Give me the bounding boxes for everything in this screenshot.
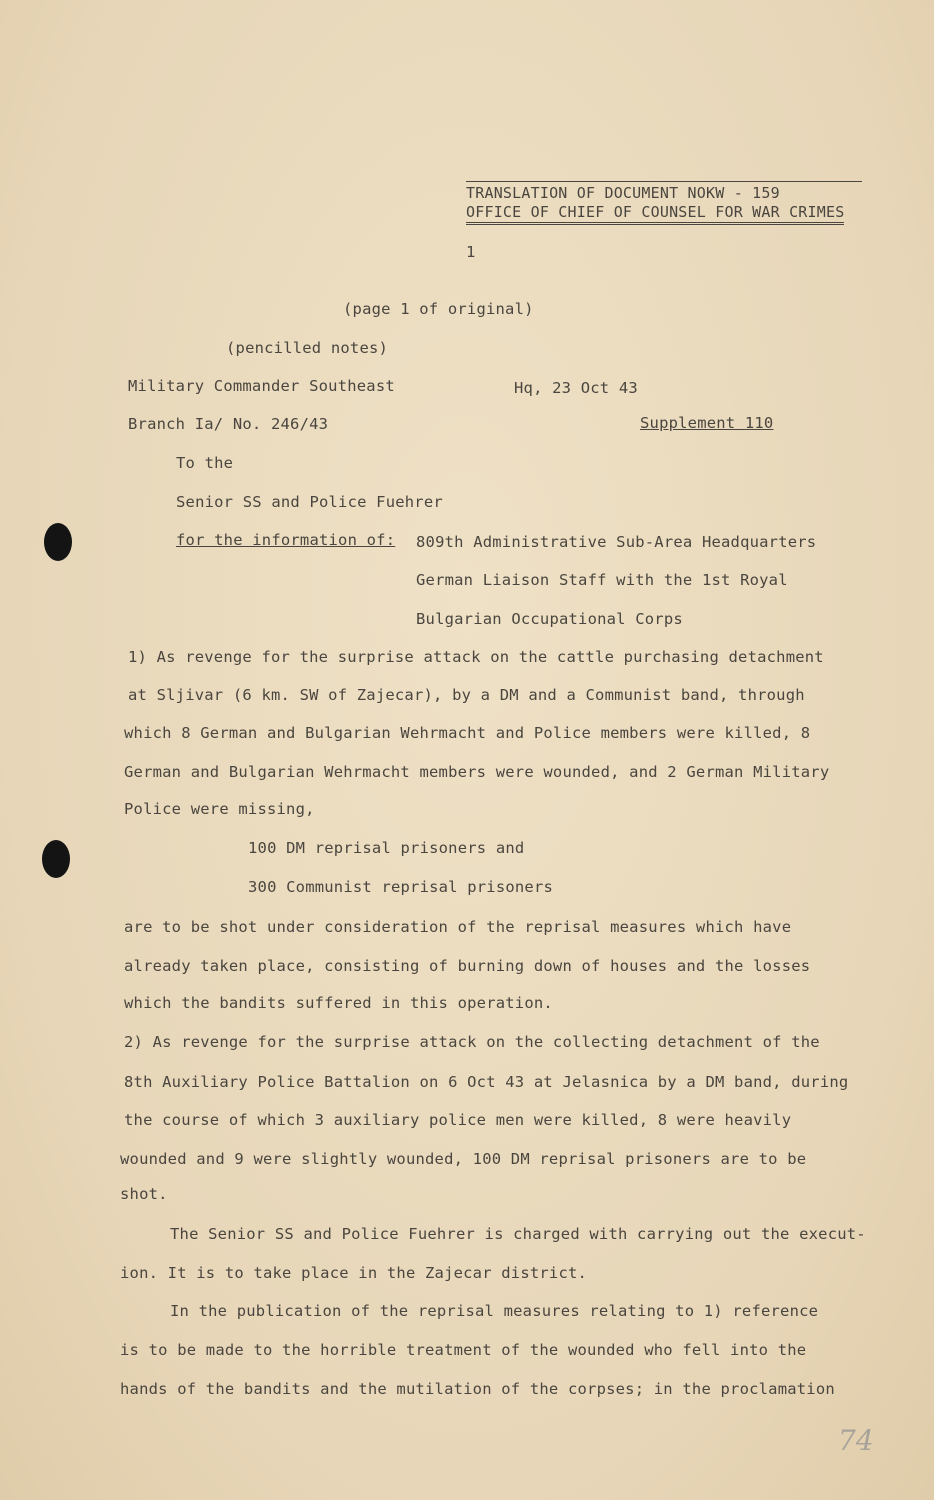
original-page-note: (page 1 of original) xyxy=(343,300,534,318)
recipient-to: To the xyxy=(176,454,234,472)
body-line: which 8 German and Bulgarian Wehrmacht and Police members were killed, 8 xyxy=(124,724,811,742)
body-line: hands of the bandits and the mutilation of the corpses; in the proclamation xyxy=(120,1380,835,1398)
body-line: In the publication of the reprisal measures relating to 1) reference xyxy=(170,1302,819,1320)
body-line: are to be shot under consideration of the reprisal measures which have xyxy=(124,918,792,936)
prisoner-line: 300 Communist reprisal prisoners xyxy=(248,878,554,896)
body-line: which the bandits suffered in this operation. xyxy=(124,994,553,1012)
header-rule xyxy=(466,181,862,182)
prisoner-line: 100 DM reprisal prisoners and xyxy=(248,839,525,857)
header-translation-line: TRANSLATION OF DOCUMENT NOKW - 159 xyxy=(466,184,780,202)
info-line: German Liaison Staff with the 1st Royal xyxy=(416,571,788,589)
supplement-number: Supplement 110 xyxy=(640,414,774,432)
body-line: 8th Auxiliary Police Battalion on 6 Oct 43 at Jelasnica by a DM band, during xyxy=(124,1073,849,1091)
body-line: The Senior SS and Police Fuehrer is charged with carrying out the execut- xyxy=(170,1225,866,1243)
info-line: Bulgarian Occupational Corps xyxy=(416,610,683,628)
body-line: at Sljivar (6 km. SW of Zajecar), by a DM and a Communist band, through xyxy=(128,686,805,704)
punch-hole xyxy=(44,523,72,561)
body-line: already taken place, consisting of burning down of houses and the losses xyxy=(124,957,811,975)
hq-date: Hq, 23 Oct 43 xyxy=(514,379,638,397)
page-number: 1 xyxy=(466,243,476,261)
branch-number: Branch Ia/ No. 246/43 xyxy=(128,415,329,433)
body-line: 2) As revenge for the surprise attack on the collecting detachment of the xyxy=(124,1033,820,1051)
body-line: 1) As revenge for the surprise attack on the cattle purchasing detachment xyxy=(128,648,824,666)
body-line: German and Bulgarian Wehrmacht members were wounded, and 2 German Military xyxy=(124,763,830,781)
body-line: shot. xyxy=(120,1185,168,1203)
body-line: wounded and 9 were slightly wounded, 100 DM reprisal prisoners are to be xyxy=(120,1150,807,1168)
body-line: the course of which 3 auxiliary police men were killed, 8 were heavily xyxy=(124,1111,792,1129)
body-line: is to be made to the horrible treatment of the wounded who fell into the xyxy=(120,1341,807,1359)
header-office-line: OFFICE OF CHIEF OF COUNSEL FOR WAR CRIMES xyxy=(466,203,844,225)
pencilled-notes: (pencilled notes) xyxy=(226,339,389,357)
sender-unit: Military Commander Southeast xyxy=(128,377,395,395)
info-line: 809th Administrative Sub-Area Headquarters xyxy=(416,533,817,551)
recipient-name: Senior SS and Police Fuehrer xyxy=(176,493,443,511)
body-line: ion. It is to take place in the Zajecar district. xyxy=(120,1264,588,1282)
punch-hole xyxy=(42,840,70,878)
info-label: for the information of: xyxy=(176,531,396,549)
body-line: Police were missing, xyxy=(124,800,315,818)
pencil-page-mark: 74 xyxy=(838,1424,874,1457)
